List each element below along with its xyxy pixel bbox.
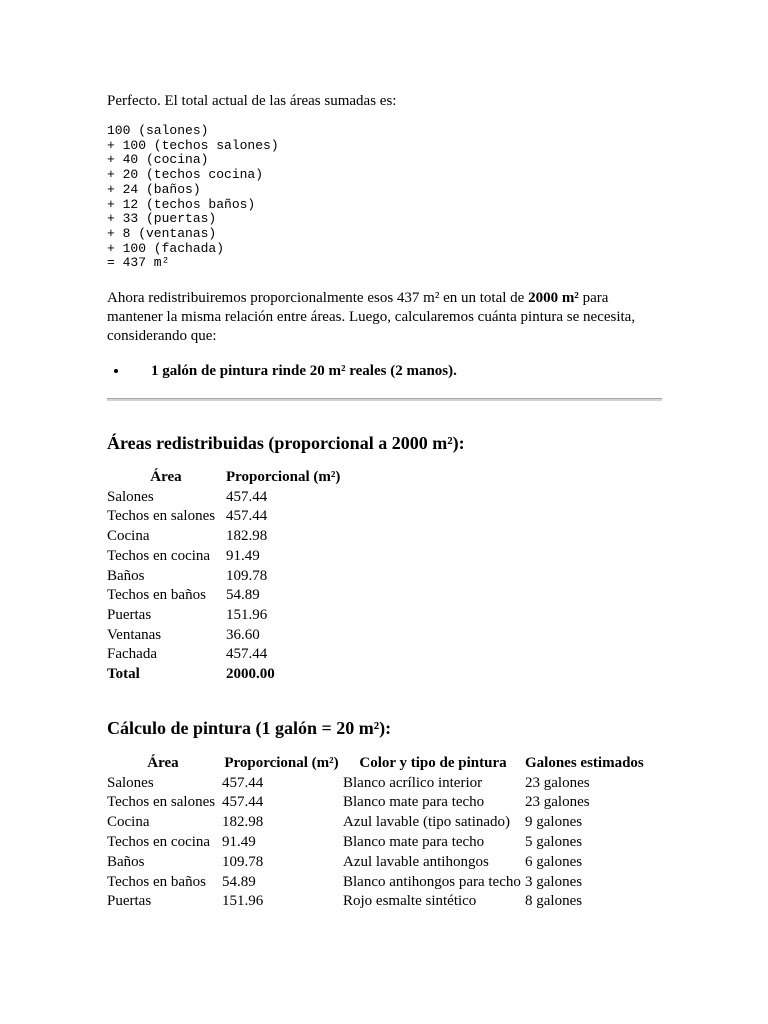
proportional-cell: 457.44 <box>222 774 264 791</box>
para-bold-total: 2000 m² <box>528 290 579 307</box>
gallons-cell: 5 galones <box>525 833 583 850</box>
paint-type-cell: Blanco mate para techo <box>343 833 485 850</box>
area-cell: Salones <box>107 774 154 791</box>
proportional-cell: 457.44 <box>226 646 268 663</box>
table-header-row <box>107 468 340 488</box>
proportional-cell: 36.60 <box>226 626 260 643</box>
redistribution-paragraph <box>107 289 663 346</box>
paint-type-cell: Azul lavable (tipo satinado) <box>343 814 511 831</box>
area-cell: Techos en cocina <box>107 547 211 564</box>
table-row <box>107 873 644 893</box>
paint-calculation-table <box>107 754 644 912</box>
proportional-cell: 91.49 <box>222 833 256 850</box>
list-item <box>129 362 663 381</box>
proportional-cell: 109.78 <box>222 853 264 870</box>
proportional-cell: 182.98 <box>222 814 264 831</box>
paint-type-cell: Blanco antihongos para techo <box>343 873 521 890</box>
horizontal-divider <box>107 398 662 401</box>
calc-line: + 33 (puertas) <box>107 211 217 227</box>
area-cell: Baños <box>107 853 145 870</box>
column-header-gallons: Galones estimados <box>525 754 644 771</box>
paint-type-cell: Blanco mate para techo <box>343 794 485 811</box>
proportional-cell: 457.44 <box>226 508 268 525</box>
calc-line: + 24 (baños) <box>107 181 201 197</box>
gallons-cell: 9 galones <box>525 814 583 831</box>
gallons-cell: 6 galones <box>525 853 583 870</box>
table-row <box>107 813 644 833</box>
area-cell: Techos en baños <box>107 873 206 890</box>
column-header-area: Área <box>150 469 182 486</box>
column-header-proportional: Proporcional (m²) <box>226 469 341 486</box>
table-row <box>107 892 644 912</box>
table-row <box>107 507 340 527</box>
paint-type-cell: Azul lavable antihongos <box>343 853 489 870</box>
proportional-cell: 54.89 <box>226 587 260 604</box>
table-row <box>107 645 340 665</box>
table-row <box>107 793 644 813</box>
calc-line: + 8 (ventanas) <box>107 225 217 241</box>
section-title-redistributed-areas: Áreas redistribuidas (proporcional a 2000 m²): <box>107 433 465 454</box>
para-text-before: Ahora redistribuiremos proporcionalmente esos 437 m² en un total de <box>107 290 529 307</box>
column-header-paint-type: Color y tipo de pintura <box>359 754 507 771</box>
table-row <box>107 774 644 794</box>
table-row <box>107 626 340 646</box>
table-total-row <box>107 665 340 685</box>
table-row <box>107 567 340 587</box>
proportional-cell: 109.78 <box>226 567 268 584</box>
gallons-cell: 23 galones <box>525 774 590 791</box>
total-label: Total <box>107 666 140 683</box>
proportional-cell: 457.44 <box>222 794 264 811</box>
proportional-cell: 182.98 <box>226 528 268 545</box>
table-row <box>107 586 340 606</box>
table-row <box>107 833 644 853</box>
calc-line: + 20 (techos cocina) <box>107 167 264 183</box>
area-cell: Techos en baños <box>107 587 206 604</box>
calc-line: + 12 (techos baños) <box>107 196 256 212</box>
area-cell: Techos en cocina <box>107 833 211 850</box>
area-cell: Puertas <box>107 893 152 910</box>
gallons-cell: 8 galones <box>525 893 583 910</box>
paint-type-cell: Rojo esmalte sintético <box>343 893 477 910</box>
assumption-list <box>107 362 663 381</box>
area-cell: Cocina <box>107 528 150 545</box>
table-row <box>107 606 340 626</box>
paint-type-cell: Blanco acrílico interior <box>343 774 483 791</box>
calc-line: + 100 (fachada) <box>107 240 225 256</box>
calc-line: 100 (salones) <box>107 123 209 138</box>
area-cell: Fachada <box>107 646 157 663</box>
area-cell: Techos en salones <box>107 794 216 811</box>
table-row <box>107 547 340 567</box>
table-row <box>107 853 644 873</box>
gallons-cell: 23 galones <box>525 794 590 811</box>
paint-yield-note: 1 galón de pintura rinde 20 m² reales (2 manos). <box>151 363 457 380</box>
proportional-cell: 151.96 <box>226 606 268 623</box>
area-cell: Techos en salones <box>107 508 216 525</box>
redistributed-areas-table <box>107 468 340 685</box>
area-sum-calculation <box>107 124 663 271</box>
total-value: 2000.00 <box>226 666 275 683</box>
table-row <box>107 527 340 547</box>
proportional-cell: 457.44 <box>226 488 268 505</box>
area-cell: Cocina <box>107 814 150 831</box>
area-cell: Puertas <box>107 606 152 623</box>
gallons-cell: 3 galones <box>525 873 583 890</box>
calc-line: + 100 (techos salones) <box>107 137 279 153</box>
proportional-cell: 54.89 <box>222 873 256 890</box>
proportional-cell: 91.49 <box>226 547 260 564</box>
proportional-cell: 151.96 <box>222 893 264 910</box>
area-cell: Baños <box>107 567 145 584</box>
table-header-row <box>107 754 644 774</box>
table-row <box>107 488 340 508</box>
column-header-area: Área <box>147 754 179 771</box>
calc-line: + 40 (cocina) <box>107 152 209 168</box>
intro-text: Perfecto. El total actual de las áreas sumadas es: <box>107 93 397 109</box>
column-header-proportional: Proporcional (m²) <box>224 754 339 771</box>
para-text-after: para mantener la misma relación entre áreas. Luego, calcularemos cuánta pintura se necesita, considerando que: <box>107 290 636 345</box>
document-page <box>107 92 663 912</box>
area-cell: Ventanas <box>107 626 162 643</box>
calc-line: = 437 m² <box>107 255 170 271</box>
area-cell: Salones <box>107 488 154 505</box>
section-title-paint-calculation: Cálculo de pintura (1 galón = 20 m²): <box>107 717 392 738</box>
